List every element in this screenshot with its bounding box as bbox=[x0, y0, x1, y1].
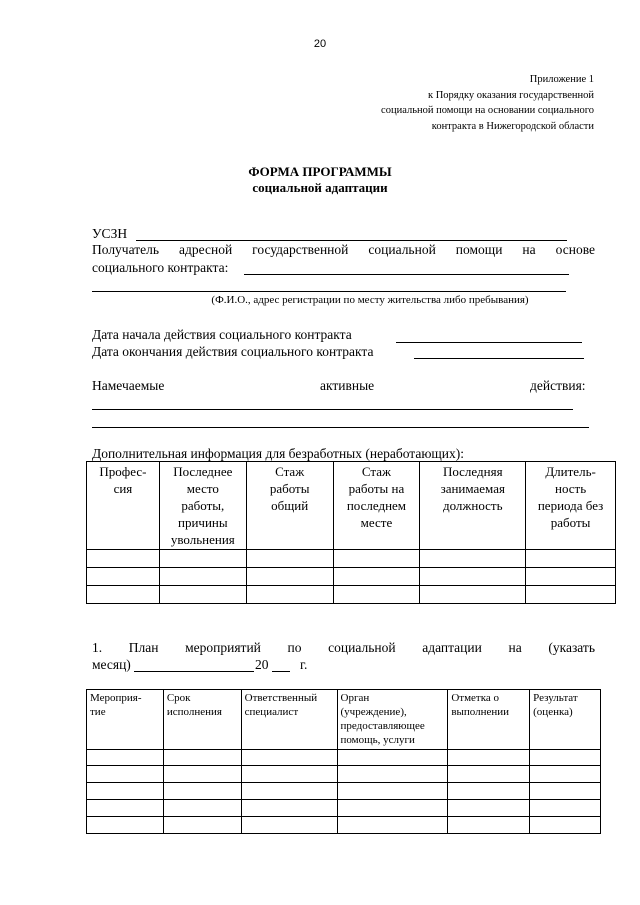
appendix-line-1: Приложение 1 bbox=[529, 74, 594, 85]
table-cell[interactable] bbox=[420, 568, 526, 586]
plan-word: мероприятий bbox=[185, 640, 261, 655]
plan-word: адаптации bbox=[422, 640, 482, 655]
plan-year-field[interactable] bbox=[272, 671, 290, 672]
uszn-label: УСЗН bbox=[92, 226, 128, 241]
table-cell[interactable] bbox=[241, 750, 337, 766]
table-row bbox=[87, 750, 601, 766]
plan-month-field[interactable] bbox=[134, 671, 254, 672]
actions-field-2[interactable] bbox=[92, 427, 589, 428]
col-responsible bbox=[241, 690, 337, 750]
col-last-place-experience bbox=[333, 462, 420, 550]
table-row bbox=[87, 550, 616, 568]
col-profession-text: Профес- сия bbox=[99, 464, 147, 496]
plan-year-prefix: 20 bbox=[255, 657, 269, 672]
table-cell[interactable] bbox=[526, 550, 616, 568]
table-cell[interactable] bbox=[241, 800, 337, 817]
table-cell[interactable] bbox=[337, 750, 448, 766]
table-cell[interactable] bbox=[448, 817, 530, 834]
table-cell[interactable] bbox=[163, 817, 241, 834]
table-cell[interactable] bbox=[530, 817, 601, 834]
table-cell[interactable] bbox=[241, 766, 337, 783]
table-cell[interactable] bbox=[246, 550, 333, 568]
table-cell[interactable] bbox=[246, 586, 333, 604]
page-number: 20 bbox=[313, 38, 327, 50]
table-cell[interactable] bbox=[241, 817, 337, 834]
table-row bbox=[87, 568, 616, 586]
col-completion-mark bbox=[448, 690, 530, 750]
table-row bbox=[87, 766, 601, 783]
col-last-position-text: Последняя занимаемая должность bbox=[440, 464, 505, 513]
table-cell[interactable] bbox=[87, 586, 160, 604]
table-cell[interactable] bbox=[526, 586, 616, 604]
table-cell[interactable] bbox=[241, 783, 337, 800]
plan-word: по bbox=[287, 640, 302, 655]
table-cell[interactable] bbox=[87, 800, 164, 817]
plan-word: социальной bbox=[328, 640, 396, 655]
table-cell[interactable] bbox=[448, 800, 530, 817]
col-completion-mark-text: Отметка о выполнении bbox=[451, 692, 510, 718]
plan-table-header bbox=[87, 690, 601, 750]
table-cell[interactable] bbox=[530, 750, 601, 766]
col-total-experience-text: Стаж работы общий bbox=[269, 464, 310, 513]
table-cell[interactable] bbox=[87, 766, 164, 783]
appendix-line-3: социальной помощи на основании социального bbox=[381, 105, 594, 116]
table-cell[interactable] bbox=[448, 783, 530, 800]
uszn-field[interactable] bbox=[136, 240, 567, 241]
plan-month-label: месяц) bbox=[92, 657, 131, 672]
table-cell[interactable] bbox=[163, 766, 241, 783]
col-unemployment-duration bbox=[526, 462, 616, 550]
recipient-caption: (Ф.И.О., адрес регистрации по месту жительства либо пребывания) bbox=[211, 294, 529, 306]
appendix-line-2: к Порядку оказания государственной bbox=[428, 89, 594, 101]
recipient-field-2[interactable] bbox=[92, 291, 566, 292]
table-cell[interactable] bbox=[159, 568, 246, 586]
col-result-text: Результат (оценка) bbox=[533, 692, 578, 718]
col-deadline bbox=[163, 690, 241, 750]
table-cell[interactable] bbox=[87, 550, 160, 568]
unemployed-table-header bbox=[87, 462, 616, 550]
table-cell[interactable] bbox=[530, 800, 601, 817]
table-cell[interactable] bbox=[337, 817, 448, 834]
table-cell[interactable] bbox=[530, 783, 601, 800]
table-cell[interactable] bbox=[163, 750, 241, 766]
col-total-experience bbox=[246, 462, 333, 550]
table-cell[interactable] bbox=[87, 817, 164, 834]
table-cell[interactable] bbox=[159, 550, 246, 568]
unemployed-heading: Дополнительная информация для безработных (неработающих): bbox=[92, 446, 465, 461]
plan-word: План bbox=[128, 640, 159, 655]
table-cell[interactable] bbox=[87, 783, 164, 800]
col-last-workplace-text: Последнее место работы, причины увольнения bbox=[170, 464, 235, 547]
table-cell[interactable] bbox=[420, 550, 526, 568]
table-row bbox=[87, 783, 601, 800]
col-last-workplace bbox=[159, 462, 246, 550]
col-result bbox=[530, 690, 601, 750]
form-title bbox=[0, 164, 640, 196]
actions-word-1: Намечаемые bbox=[92, 378, 165, 393]
table-cell[interactable] bbox=[337, 800, 448, 817]
plan-year-suffix: г. bbox=[300, 657, 308, 672]
table-cell[interactable] bbox=[163, 783, 241, 800]
table-cell[interactable] bbox=[333, 550, 420, 568]
recipient-line-2: социального контракта: bbox=[92, 260, 229, 275]
table-cell[interactable] bbox=[87, 568, 160, 586]
table-cell[interactable] bbox=[530, 766, 601, 783]
col-activity-text: Мероприя- тие bbox=[90, 692, 142, 718]
table-cell[interactable] bbox=[448, 766, 530, 783]
table-cell[interactable] bbox=[448, 750, 530, 766]
col-unemployment-duration-text: Длитель- ность периода без работы bbox=[537, 464, 604, 530]
appendix-note bbox=[381, 72, 594, 134]
col-agency-text: Орган (учреждение), предоставляющее помощь, услуги bbox=[340, 692, 425, 746]
recipient-line-1: Получатель адресной государственной социальной помощи на основе bbox=[92, 242, 595, 257]
col-agency bbox=[337, 690, 448, 750]
table-cell[interactable] bbox=[420, 586, 526, 604]
plan-word: на bbox=[508, 640, 522, 655]
table-cell[interactable] bbox=[333, 586, 420, 604]
start-date-label: Дата начала действия социального контракта bbox=[92, 327, 352, 342]
col-responsible-text: Ответственный специалист bbox=[244, 692, 318, 718]
actions-word-2: активные bbox=[320, 378, 375, 393]
plan-table bbox=[86, 689, 601, 834]
table-row bbox=[87, 817, 601, 834]
table-cell[interactable] bbox=[333, 568, 420, 586]
recipient-field-1[interactable] bbox=[244, 274, 569, 275]
end-date-label: Дата окончания действия социального контракта bbox=[92, 344, 374, 359]
form-title-line-2: социальной адаптации bbox=[252, 180, 388, 195]
appendix-line-4: контракта в Нижегородской области bbox=[431, 120, 594, 132]
table-cell[interactable] bbox=[246, 568, 333, 586]
table-cell[interactable] bbox=[526, 568, 616, 586]
plan-heading-line-1 bbox=[92, 640, 595, 656]
actions-field-1[interactable] bbox=[92, 409, 573, 410]
end-date-field[interactable] bbox=[414, 358, 584, 359]
col-profession bbox=[87, 462, 160, 550]
plan-word: 1. bbox=[92, 640, 103, 655]
col-deadline-text: Срок исполнения bbox=[166, 692, 222, 718]
unemployed-table bbox=[86, 461, 616, 604]
table-row bbox=[87, 800, 601, 817]
plan-word: (указать bbox=[548, 640, 595, 655]
col-last-place-experience-text: Стаж работы на последнем месте bbox=[346, 464, 407, 530]
col-activity bbox=[87, 690, 164, 750]
table-cell[interactable] bbox=[159, 586, 246, 604]
table-cell[interactable] bbox=[337, 783, 448, 800]
actions-word-3: действия: bbox=[530, 378, 586, 393]
table-cell[interactable] bbox=[163, 800, 241, 817]
form-title-line-1: ФОРМА ПРОГРАММЫ bbox=[248, 164, 392, 179]
table-cell[interactable] bbox=[87, 750, 164, 766]
table-cell[interactable] bbox=[337, 766, 448, 783]
col-last-position bbox=[420, 462, 526, 550]
table-row bbox=[87, 586, 616, 604]
start-date-field[interactable] bbox=[396, 342, 582, 343]
